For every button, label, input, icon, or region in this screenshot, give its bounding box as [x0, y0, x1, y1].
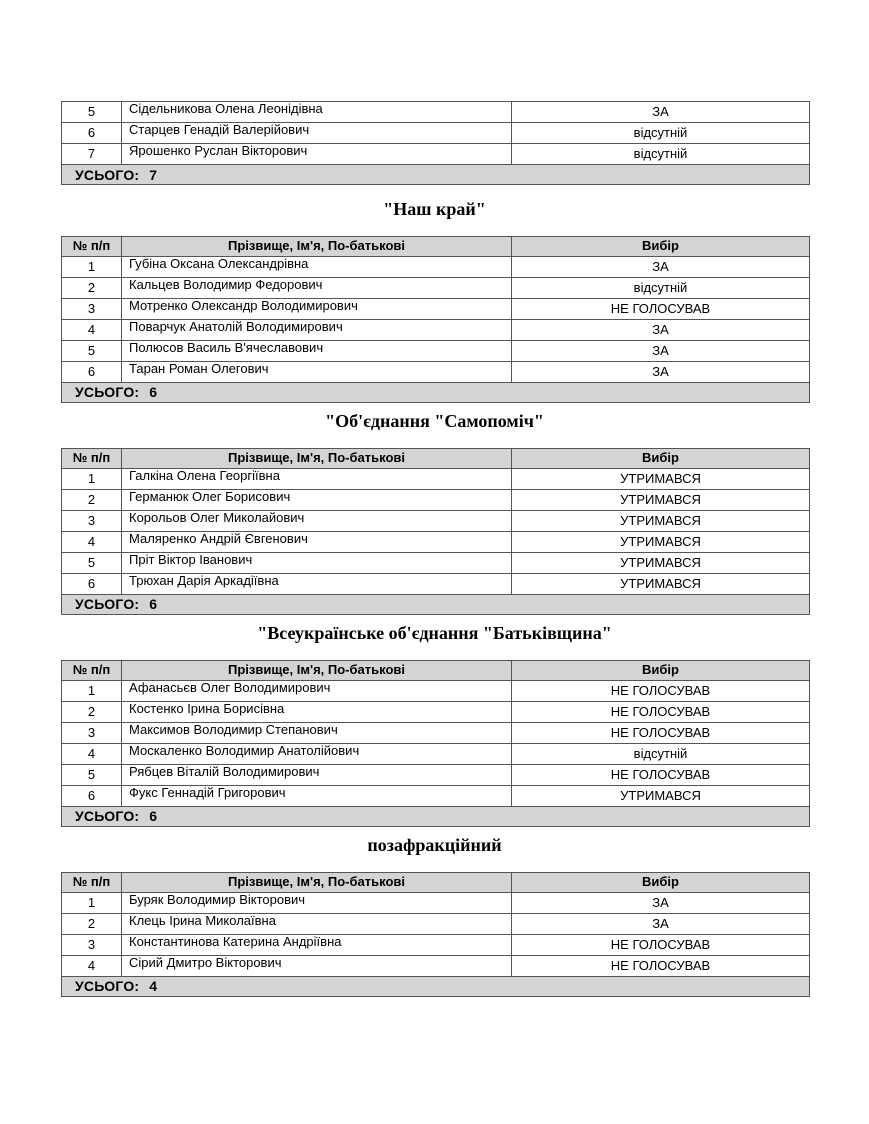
header-num: № п/п	[62, 661, 122, 681]
deputy-name: Пріт Віктор Іванович	[122, 552, 512, 573]
header-choice: Вибір	[512, 449, 810, 469]
deputy-name: Афанасьєв Олег Володимирович	[122, 680, 512, 701]
table-row	[62, 701, 810, 722]
table-row	[62, 934, 810, 955]
row-number: 3	[62, 510, 122, 531]
header-name: Прізвище, Ім'я, По-батькові	[122, 449, 512, 469]
header-name: Прізвище, Ім'я, По-батькові	[122, 873, 512, 893]
deputy-name: Сідельникова Олена Леонідівна	[122, 102, 512, 123]
vote-choice: УТРИМАВСЯ	[512, 573, 810, 594]
vote-choice: НЕ ГОЛОСУВАВ	[512, 955, 810, 976]
table-row	[62, 531, 810, 552]
deputy-name: Костенко Ірина Борисівна	[122, 701, 512, 722]
total-row	[62, 165, 810, 185]
row-number: 5	[62, 340, 122, 361]
deputy-name: Константинова Катерина Андріївна	[122, 934, 512, 955]
vote-choice: УТРИМАВСЯ	[512, 468, 810, 489]
vote-choice: НЕ ГОЛОСУВАВ	[512, 722, 810, 743]
vote-choice: УТРИМАВСЯ	[512, 785, 810, 806]
faction-table-samopomich	[61, 448, 809, 615]
header-row	[62, 449, 810, 469]
table-row	[62, 510, 810, 531]
deputy-name: Мотренко Олександр Володимирович	[122, 298, 512, 319]
row-number: 6	[62, 361, 122, 382]
table-row	[62, 955, 810, 976]
table-row	[62, 573, 810, 594]
vote-choice: відсутній	[512, 743, 810, 764]
row-number: 7	[62, 144, 122, 165]
row-number: 1	[62, 256, 122, 277]
row-number: 5	[62, 764, 122, 785]
header-num: № п/п	[62, 237, 122, 257]
header-choice: Вибір	[512, 661, 810, 681]
table-row	[62, 123, 810, 144]
faction-table-non-faction	[61, 872, 809, 997]
faction-table-nash-krai	[61, 236, 809, 403]
table-row	[62, 764, 810, 785]
header-row	[62, 661, 810, 681]
row-number: 4	[62, 955, 122, 976]
table-row	[62, 552, 810, 573]
row-number: 4	[62, 319, 122, 340]
deputy-name: Клець Ірина Миколаївна	[122, 913, 512, 934]
deputy-name: Сірий Дмитро Вікторович	[122, 955, 512, 976]
total-row	[62, 806, 810, 826]
row-number: 6	[62, 123, 122, 144]
row-number: 1	[62, 468, 122, 489]
total-count: 7	[149, 166, 158, 183]
header-name: Прізвище, Ім'я, По-батькові	[122, 661, 512, 681]
deputy-name: Германюк Олег Борисович	[122, 489, 512, 510]
table-row	[62, 913, 810, 934]
deputy-name: Галкіна Олена Георгіївна	[122, 468, 512, 489]
vote-choice: ЗА	[512, 340, 810, 361]
row-number: 5	[62, 552, 122, 573]
total-cell	[62, 976, 810, 996]
faction-title: "Наш край"	[383, 199, 486, 219]
faction-table-continued	[61, 101, 809, 185]
deputy-name: Поварчук Анатолій Володимирович	[122, 319, 512, 340]
table-row	[62, 722, 810, 743]
total-cell	[62, 806, 810, 826]
table-row	[62, 892, 810, 913]
header-num: № п/п	[62, 449, 122, 469]
header-num: № п/п	[62, 873, 122, 893]
row-number: 2	[62, 489, 122, 510]
table-row	[62, 785, 810, 806]
header-row	[62, 873, 810, 893]
table-row	[62, 743, 810, 764]
table-row	[62, 319, 810, 340]
total-count: 6	[149, 808, 158, 825]
vote-choice: УТРИМАВСЯ	[512, 510, 810, 531]
total-count: 6	[149, 384, 158, 401]
total-label: УСЬОГО:	[75, 166, 140, 183]
row-number: 1	[62, 680, 122, 701]
vote-choice: НЕ ГОЛОСУВАВ	[512, 934, 810, 955]
vote-choice: відсутній	[512, 123, 810, 144]
votes-table	[61, 660, 810, 827]
table-row	[62, 340, 810, 361]
table-row	[62, 298, 810, 319]
table-row	[62, 144, 810, 165]
row-number: 2	[62, 913, 122, 934]
table-row	[62, 489, 810, 510]
deputy-name: Рябцев Віталій Володимирович	[122, 764, 512, 785]
vote-choice: ЗА	[512, 913, 810, 934]
total-label: УСЬОГО:	[75, 808, 140, 825]
vote-choice: ЗА	[512, 361, 810, 382]
total-count: 6	[149, 596, 158, 613]
header-choice: Вибір	[512, 237, 810, 257]
deputy-name: Маляренко Андрій Євгенович	[122, 531, 512, 552]
total-label: УСЬОГО:	[75, 596, 140, 613]
row-number: 3	[62, 722, 122, 743]
votes-table	[61, 872, 810, 997]
table-row	[62, 256, 810, 277]
vote-choice: відсутній	[512, 144, 810, 165]
deputy-name: Ярошенко Руслан Вікторович	[122, 144, 512, 165]
row-number: 6	[62, 573, 122, 594]
row-number: 4	[62, 743, 122, 764]
row-number: 4	[62, 531, 122, 552]
vote-choice: УТРИМАВСЯ	[512, 552, 810, 573]
deputy-name: Полюсов Василь В'ячеславович	[122, 340, 512, 361]
vote-choice: ЗА	[512, 892, 810, 913]
vote-choice: УТРИМАВСЯ	[512, 531, 810, 552]
vote-choice: ЗА	[512, 256, 810, 277]
total-cell	[62, 382, 810, 402]
row-number: 6	[62, 785, 122, 806]
total-cell	[62, 165, 810, 185]
vote-choice: НЕ ГОЛОСУВАВ	[512, 701, 810, 722]
row-number: 5	[62, 102, 122, 123]
deputy-name: Максимов Володимир Степанович	[122, 722, 512, 743]
vote-choice: НЕ ГОЛОСУВАВ	[512, 298, 810, 319]
table-row	[62, 102, 810, 123]
row-number: 2	[62, 701, 122, 722]
vote-choice: УТРИМАВСЯ	[512, 489, 810, 510]
votes-table	[61, 448, 810, 615]
total-row	[62, 594, 810, 614]
deputy-name: Старцев Генадій Валерійович	[122, 123, 512, 144]
table-row	[62, 361, 810, 382]
row-number: 2	[62, 277, 122, 298]
row-number: 3	[62, 934, 122, 955]
faction-table-batkivshchyna	[61, 660, 809, 827]
faction-title: позафракційний	[367, 835, 502, 855]
deputy-name: Таран Роман Олегович	[122, 361, 512, 382]
total-cell	[62, 594, 810, 614]
table-row	[62, 277, 810, 298]
votes-table	[61, 101, 810, 185]
faction-title: "Об'єднання "Самопоміч"	[325, 411, 544, 431]
deputy-name: Буряк Володимир Вікторович	[122, 892, 512, 913]
header-name: Прізвище, Ім'я, По-батькові	[122, 237, 512, 257]
vote-choice: ЗА	[512, 319, 810, 340]
total-row	[62, 382, 810, 402]
deputy-name: Москаленко Володимир Анатолійович	[122, 743, 512, 764]
total-count: 4	[149, 978, 158, 995]
votes-table	[61, 236, 810, 403]
faction-title: "Всеукраїнське об'єднання "Батьківщина"	[257, 623, 612, 643]
total-label: УСЬОГО:	[75, 384, 140, 401]
total-row	[62, 976, 810, 996]
deputy-name: Губіна Оксана Олександрівна	[122, 256, 512, 277]
row-number: 1	[62, 892, 122, 913]
deputy-name: Корольов Олег Миколайович	[122, 510, 512, 531]
deputy-name: Трюхан Дарія Аркадіївна	[122, 573, 512, 594]
table-row	[62, 680, 810, 701]
deputy-name: Кальцев Володимир Федорович	[122, 277, 512, 298]
total-label: УСЬОГО:	[75, 978, 140, 995]
vote-choice: відсутній	[512, 277, 810, 298]
deputy-name: Фукс Геннадій Григорович	[122, 785, 512, 806]
table-row	[62, 468, 810, 489]
row-number: 3	[62, 298, 122, 319]
vote-choice: НЕ ГОЛОСУВАВ	[512, 764, 810, 785]
header-row	[62, 237, 810, 257]
vote-choice: ЗА	[512, 102, 810, 123]
header-choice: Вибір	[512, 873, 810, 893]
vote-choice: НЕ ГОЛОСУВАВ	[512, 680, 810, 701]
